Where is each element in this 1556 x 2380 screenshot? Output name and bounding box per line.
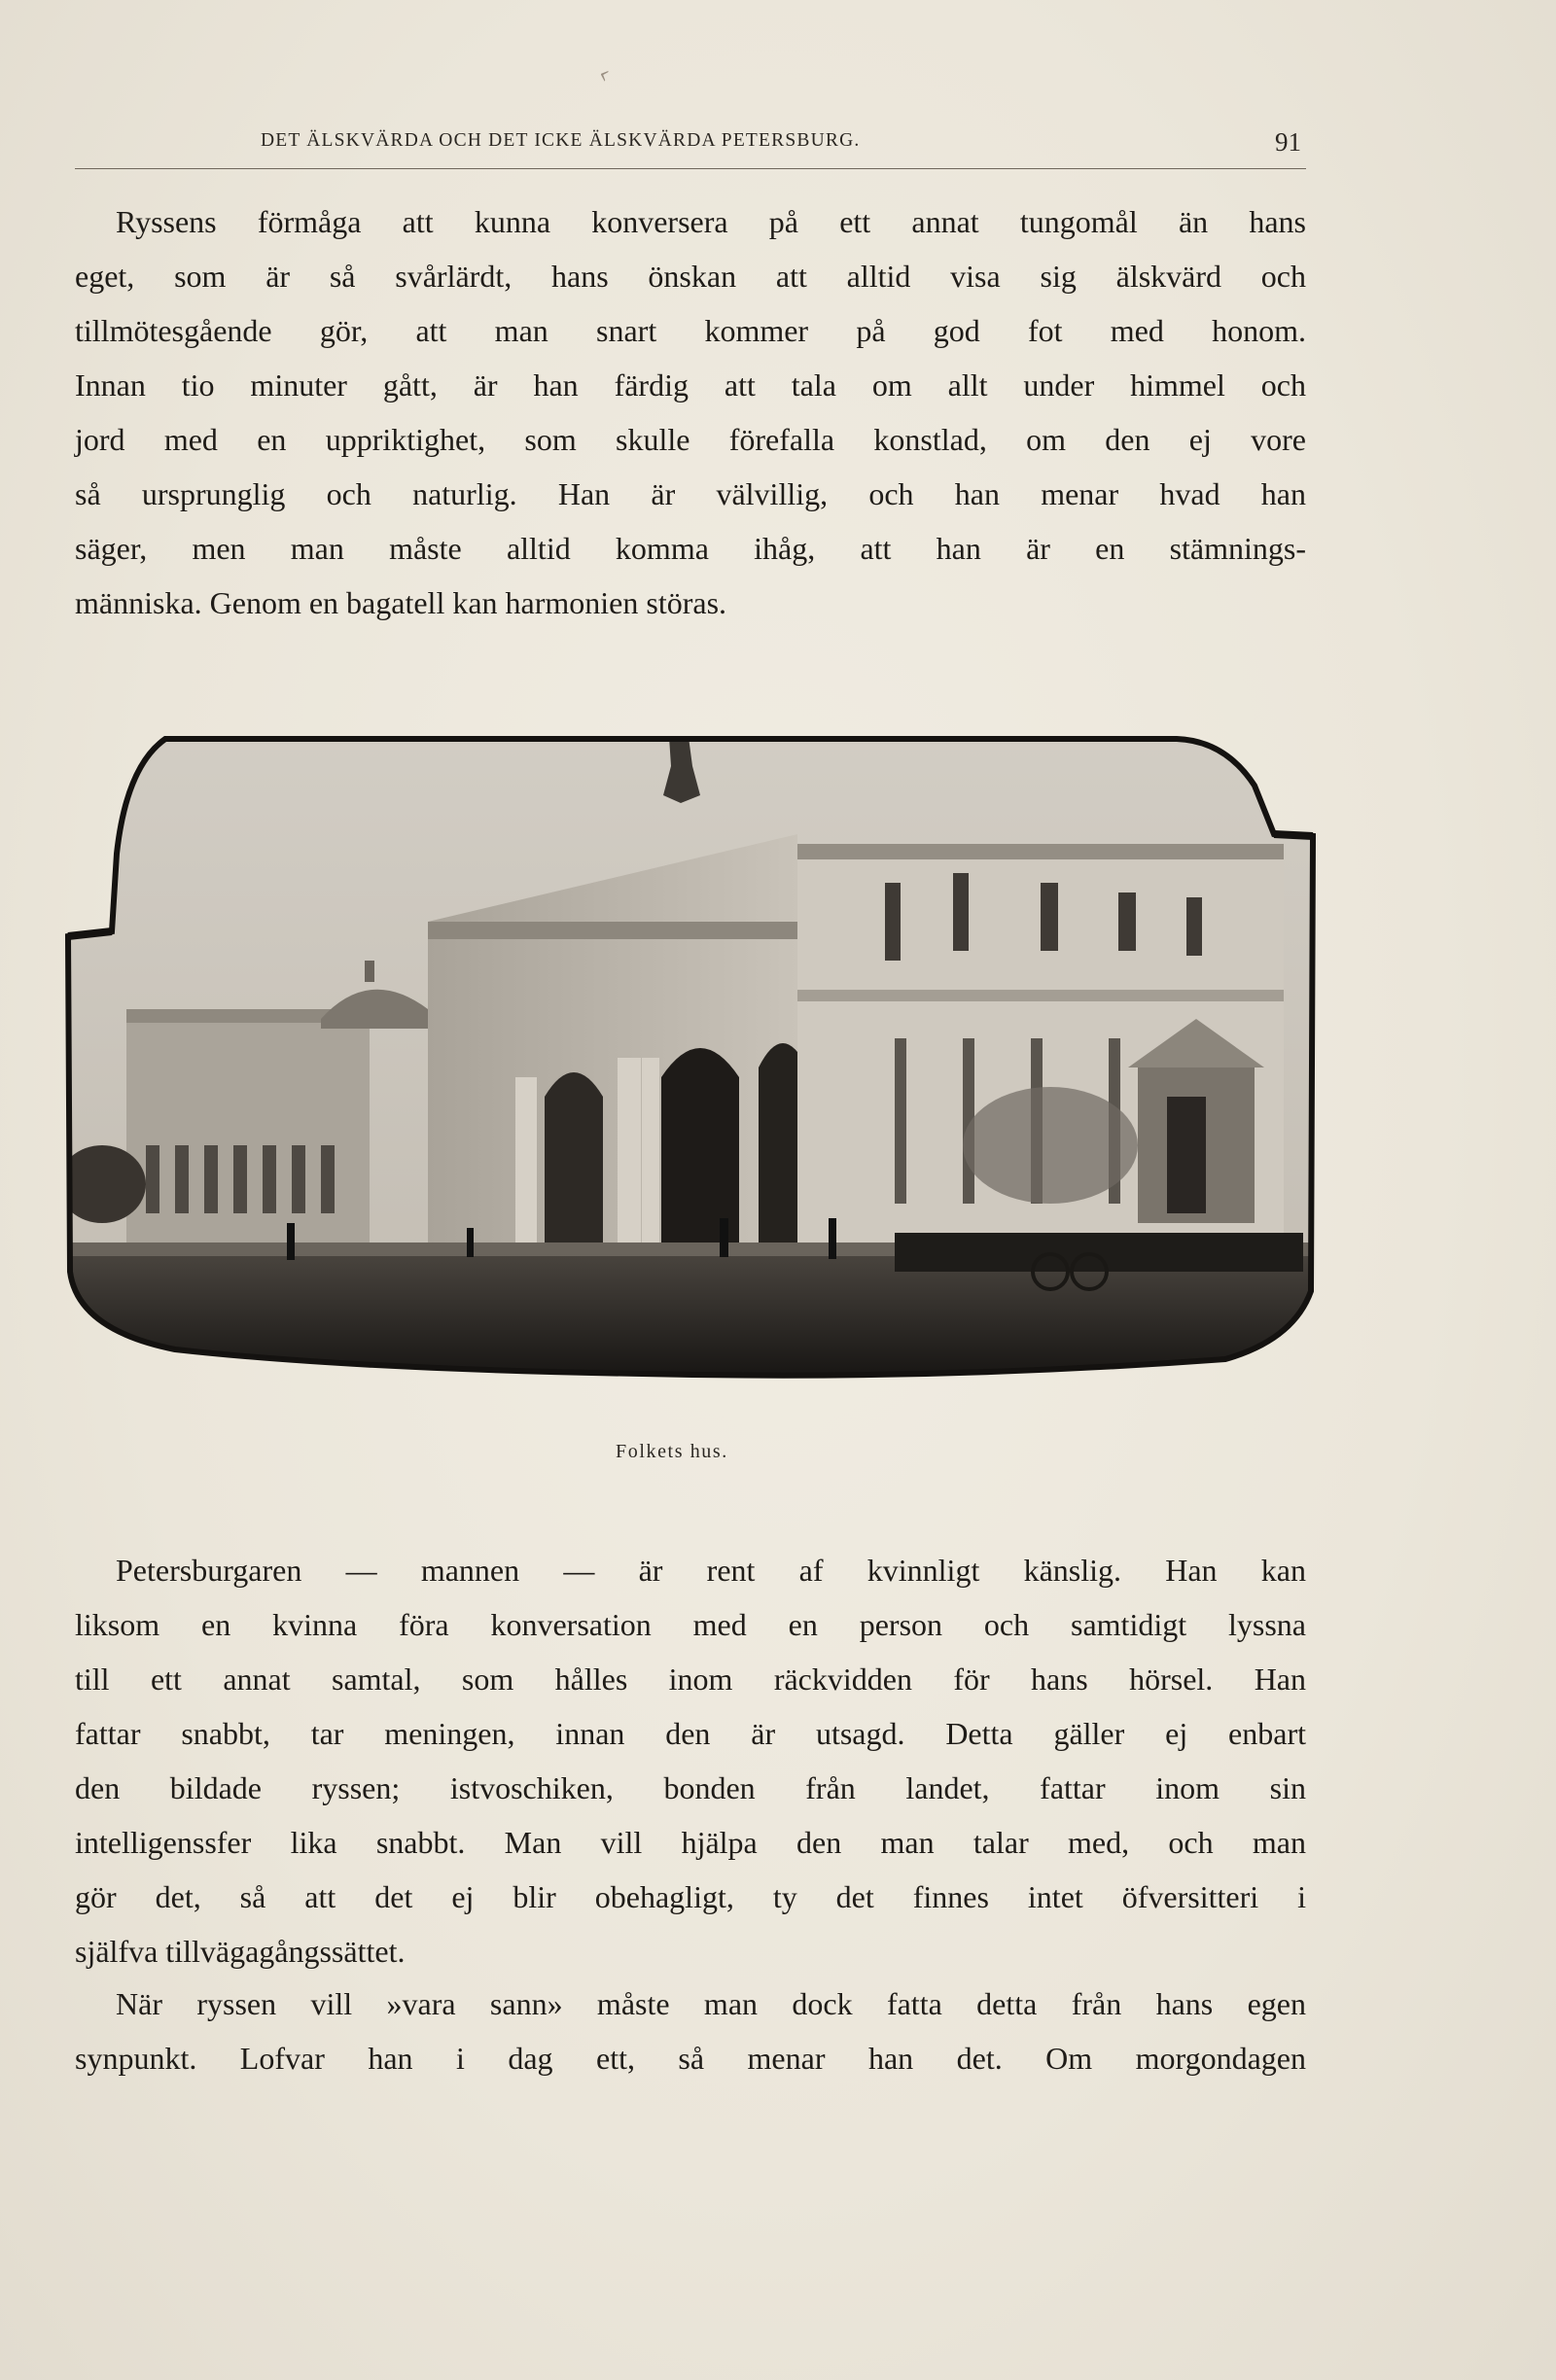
text-line: så ursprunglig och naturlig. Han är välvillig, och han menar hvad han [75,476,1306,511]
pencil-mark: ‹ [594,59,615,90]
text-line: När ryssen vill »vara sann» måste man dock fatta detta från hans egen [116,1986,1306,2021]
text-line: intelligenssfer lika snabbt. Man vill hjälpa den man talar med, och man [75,1825,1306,1860]
text-line: synpunkt. Lofvar han i dag ett, så menar han det. Om morgondagen [75,2041,1306,2076]
text-line: Petersburgaren — mannen — är rent af kvinnligt känslig. Han kan [116,1553,1306,1588]
photo-folkets-hus [58,727,1323,1379]
text-line: gör det, så att det ej blir obehagligt, ty det finnes intet öfversitteri i [75,1879,1306,1914]
text-line: liksom en kvinna föra konversation med en person och samtidigt lyssna [75,1607,1306,1642]
text-line: tillmötesgående gör, att man snart kommer på god fot med honom. [75,313,1306,348]
text-line: jord med en uppriktighet, som skulle förefalla konstlad, om den ej vore [75,422,1306,457]
text-line: människa. Genom en bagatell kan harmonien störas. [75,585,727,620]
text-line: fattar snabbt, tar meningen, innan den är utsagd. Detta gäller ej enbart [75,1716,1306,1751]
text-line: eget, som är så svårlärdt, hans önskan att alltid visa sig älskvärd och [75,259,1306,294]
header-rule [75,168,1306,169]
page-number: 91 [1275,127,1301,157]
text-line: till ett annat samtal, som hålles inom räckvidden för hans hörsel. Han [75,1662,1306,1697]
running-head: DET ÄLSKVÄRDA OCH DET ICKE ÄLSKVÄRDA PETERSBURG. [261,130,861,151]
paragraph-2 [75,1543,1306,1978]
text-line: säger, men man måste alltid komma ihåg, att han är en stämnings- [75,531,1306,566]
text-line: den bildade ryssen; istvoschiken, bonden från landet, fattar inom sin [75,1770,1306,1805]
paragraph-1 [75,194,1306,630]
text-line: Ryssens förmåga att kunna konversera på ett annat tungomål än hans [116,204,1306,239]
figure-caption: Folkets hus. [616,1441,728,1462]
text-line: Innan tio minuter gått, är han färdig att tala om allt under himmel och [75,368,1306,402]
text-line: själfva tillvägagångssättet. [75,1934,406,1969]
paragraph-3 [75,1977,1306,2085]
